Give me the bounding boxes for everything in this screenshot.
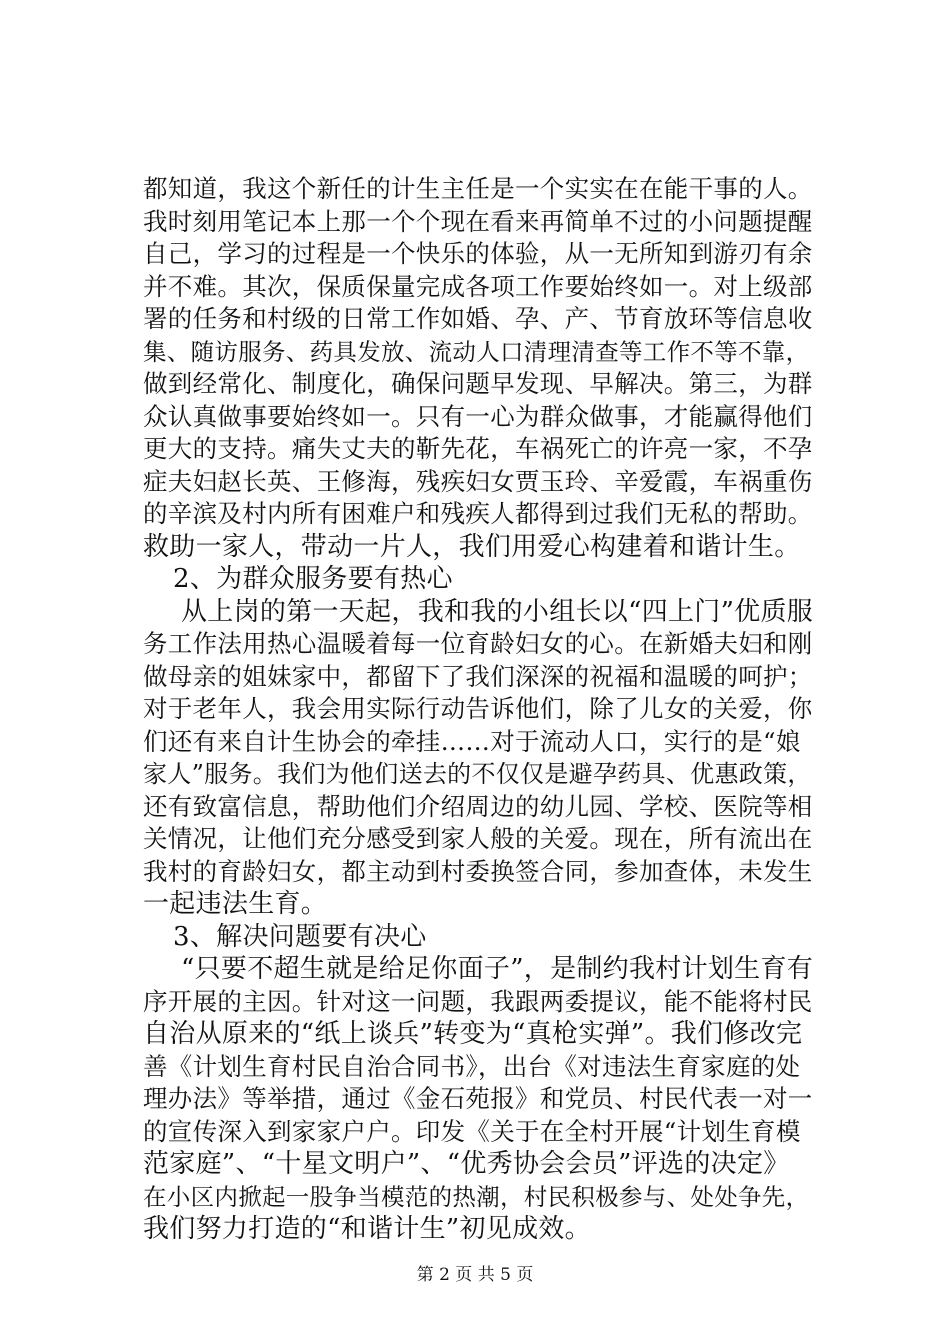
text-line: 还有致富信息，帮助他们介绍周边的幼儿园、学校、医院等相 (143, 791, 813, 821)
text-line: 做母亲的姐妹家中，都留下了我们深深的祝福和温暖的呵护； (143, 661, 813, 691)
text-line: 集、随访服务、药具发放、流动人口清理清查等工作不等不靠， (143, 337, 810, 366)
text-line: 署的任务和村级的日常工作如婚、孕、产、节育放环等信息收 (143, 304, 813, 333)
text-line: 关情况，让他们充分感受到家人般的关爱。现在，所有流出在 (143, 824, 813, 853)
text-line: “只要不超生就是给足你面子”，是制约我村计划生育有 (181, 954, 814, 984)
text-line: 在小区内掀起一股争当模范的热潮，村民积极参与、处处争先， (143, 1182, 810, 1211)
text-line: 救助一家人，带动一片人，我们用爱心构建着和谐计生。 (143, 531, 801, 562)
text-line: 做到经常化、制度化，确保问题早发现、早解决。第三，为群 (143, 369, 813, 398)
page-footer: 第 2 页 共 5 页 (416, 1265, 534, 1285)
section-heading: 3、解决问题要有决心 (173, 921, 427, 952)
text-line: 我村的育龄妇女，都主动到村委换签合同，参加查体，未发生 (143, 856, 813, 886)
text-line: 对于老年人，我会用实际行动告诉他们，除了儿女的关爱，你 (143, 694, 813, 723)
text-line: 我时刻用笔记本上那一个个现在看来再简单不过的小问题提醒 (143, 206, 813, 236)
section-heading: 2、为群众服务要有热心 (173, 564, 453, 594)
text-line: 症夫妇赵长英、王修海，残疾妇女贾玉玲、辛爱霞，车祸重伤 (143, 466, 813, 496)
text-line: 自己，学习的过程是一个快乐的体验，从一无所知到游刃有余 (143, 239, 813, 268)
text-line: 自治从原来的“纸上谈兵”转变为“真枪实弹”。我们修改完 (143, 1019, 803, 1049)
document-body (143, 173, 813, 1246)
text-line: 都知道，我这个新任的计生主任是一个实实在在能干事的人。 (143, 174, 813, 203)
text-line: 并不难。其次，保质保量完成各项工作要始终如一。对上级部 (143, 271, 813, 301)
text-line: 从上岗的第一天起，我和我的小组长以“四上门”优质服 (181, 596, 814, 627)
text-line: 们还有来自计生协会的牵挂……对于流动人口，实行的是“娘 (143, 726, 801, 756)
text-line: 众认真做事要始终如一。只有一心为群众做事，才能赢得他们 (143, 401, 813, 431)
text-line: 理办法》等举措，通过《金石苑报》和党员、村民代表一对一 (143, 1084, 813, 1113)
text-line: 范家庭”、“十星文明户”、“优秀协会会员”评选的决定》 (143, 1149, 790, 1179)
text-line: 我们努力打造的“和谐计生”初见成效。 (143, 1214, 591, 1244)
text-line: 的辛滨及村内所有困难户和残疾人都得到过我们无私的帮助。 (143, 499, 813, 528)
text-line: 善《计划生育村民自治合同书》，出台《对违法生育家庭的处 (143, 1051, 801, 1081)
text-line: 更大的支持。痛失丈夫的靳先花，车祸死亡的许亮一家，不孕 (143, 434, 813, 463)
text-line: 一起违法生育。 (143, 889, 328, 919)
text-line: 务工作法用热心温暖着每一位育龄妇女的心。在新婚夫妇和刚 (143, 629, 813, 658)
text-line: 序开展的主因。针对这一问题，我跟两委提议，能不能将村民 (143, 986, 813, 1016)
text-line: 家人”服务。我们为他们送去的不仅仅是避孕药具、优惠政策， (143, 760, 812, 788)
text-line: 的宣传深入到家家户户。印发《关于在全村开展“计划生育模 (143, 1116, 801, 1146)
